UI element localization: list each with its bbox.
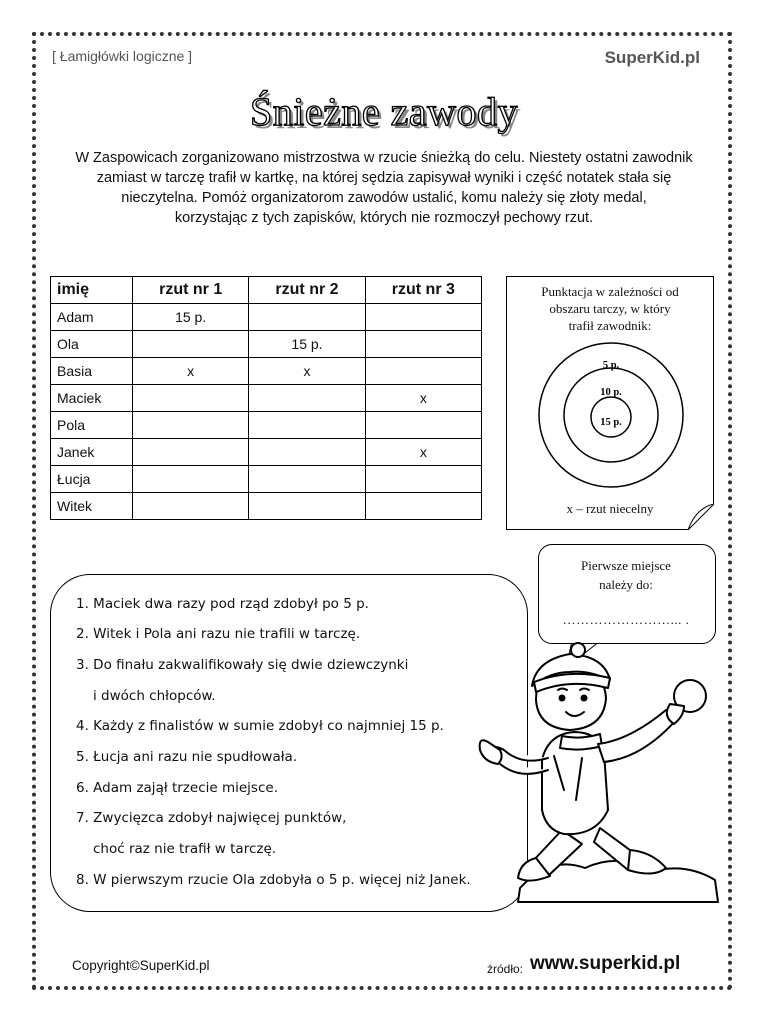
- answer-line: Pierwsze miejsce: [581, 558, 671, 573]
- header-throw-1: rzut nr 1: [133, 277, 249, 304]
- legend-title-line: Punktacja w zależności od: [541, 284, 679, 299]
- page-curl: [688, 504, 714, 530]
- answer-line: należy do:: [599, 577, 653, 592]
- table-row: [51, 493, 482, 520]
- cell-name: Pola: [51, 412, 133, 439]
- table-row: [51, 439, 482, 466]
- intro-text: [56, 148, 712, 228]
- clue-item: 7. Zwycięzca zdobył najwięcej punktów,: [76, 810, 347, 826]
- table-row: [51, 412, 482, 439]
- cell-score: [133, 385, 249, 412]
- cell-name: Łucja: [51, 466, 133, 493]
- cell-score: x: [365, 439, 481, 466]
- middle-points-label: 10 p.: [600, 387, 622, 398]
- cell-score: [249, 493, 365, 520]
- legend-title-line: trafił zawodnik:: [568, 318, 652, 333]
- cell-score: [365, 304, 481, 331]
- intro-line: W Zaspowicach zorganizowano mistrzostwa w rzucie śnieżką do celu. Niestety ostatni zawodnik: [75, 150, 693, 166]
- cell-score: [365, 331, 481, 358]
- source-label: źródło:: [487, 962, 524, 976]
- cell-name: Basia: [51, 358, 133, 385]
- clues-panel: [50, 574, 528, 912]
- cell-score: [249, 385, 365, 412]
- scoring-legend: [506, 276, 714, 530]
- page-title: Śnieżne zawody: [249, 89, 518, 134]
- cell-score: [365, 493, 481, 520]
- table-row: [51, 358, 482, 385]
- inner-points-label: 15 p.: [600, 417, 622, 428]
- cell-score: x: [249, 358, 365, 385]
- cell-score: [133, 439, 249, 466]
- cell-score: 15 p.: [133, 304, 249, 331]
- cell-score: [133, 493, 249, 520]
- clue-item: 8. W pierwszym rzucie Ola zdobyła o 5 p. więcej niż Janek.: [76, 872, 471, 888]
- cell-score: x: [365, 385, 481, 412]
- cell-name: Janek: [51, 439, 133, 466]
- clue-item: 6. Adam zajął trzecie miejsce.: [76, 780, 278, 796]
- table-header-row: [51, 277, 482, 304]
- clue-item: 1. Maciek dwa razy pod rząd zdobył po 5 p.: [76, 596, 369, 612]
- brand-label: SuperKid.pl: [604, 48, 700, 67]
- cell-name: Witek: [51, 493, 133, 520]
- outer-points-label: 5 p.: [602, 360, 620, 371]
- target-middle-ring: [564, 368, 658, 462]
- snowball-kid-illustration: [470, 640, 730, 910]
- cell-score: [365, 358, 481, 385]
- clue-item: i dwóch chłopców.: [93, 688, 216, 704]
- miss-note: x – rzut niecelny: [566, 501, 654, 516]
- table-row: [51, 466, 482, 493]
- intro-line: nieczytelna. Pomóż organizatorom zawodów ustalić, komu należy się złoty medal,: [121, 190, 647, 206]
- table-row: [51, 385, 482, 412]
- cell-score: [249, 304, 365, 331]
- cell-score: [133, 412, 249, 439]
- cell-score: x: [133, 358, 249, 385]
- cell-name: Maciek: [51, 385, 133, 412]
- copyright-text: Copyright©SuperKid.pl: [72, 958, 210, 973]
- header-name: imię: [51, 277, 133, 304]
- answer-blank[interactable]: ……………………... .: [562, 612, 690, 627]
- legend-title-line: obszaru tarczy, w który: [549, 301, 671, 316]
- table-row: [51, 304, 482, 331]
- header-throw-2: rzut nr 2: [249, 277, 365, 304]
- clue-item: 4. Każdy z finalistów w sumie zdobył co najmniej 15 p.: [76, 718, 444, 734]
- intro-line: korzystając z tych zapisków, których nie rozmoczył pechowy rzut.: [174, 210, 594, 226]
- cell-score: [249, 466, 365, 493]
- clue-item: choć raz nie trafił w tarczę.: [93, 841, 277, 857]
- cell-score: 15 p.: [249, 331, 365, 358]
- cell-name: Adam: [51, 304, 133, 331]
- clue-item: 3. Do finału zakwalifikowały się dwie dziewczynki: [76, 657, 409, 673]
- cell-name: Ola: [51, 331, 133, 358]
- cell-score: [365, 412, 481, 439]
- cell-score: [133, 331, 249, 358]
- category-label: [ Łamigłówki logiczne ]: [52, 48, 193, 64]
- clue-item: 5. Łucja ani razu nie spudłowała.: [76, 749, 298, 765]
- source-link[interactable]: www.superkid.pl: [530, 953, 681, 974]
- header-throw-3: rzut nr 3: [365, 277, 481, 304]
- intro-line: zamiast w tarczę trafił w kartkę, na której sędzia zapisywał wyniki i część notatek stała się: [96, 170, 672, 186]
- cell-score: [249, 439, 365, 466]
- legend-title: [515, 283, 705, 334]
- cell-score: [365, 466, 481, 493]
- clue-item: 2. Witek i Pola ani razu nie trafili w tarczę.: [76, 626, 361, 642]
- answer-prompt: [538, 556, 714, 594]
- table-row: [51, 331, 482, 358]
- score-table: [50, 276, 482, 520]
- cell-score: [133, 466, 249, 493]
- cell-score: [249, 412, 365, 439]
